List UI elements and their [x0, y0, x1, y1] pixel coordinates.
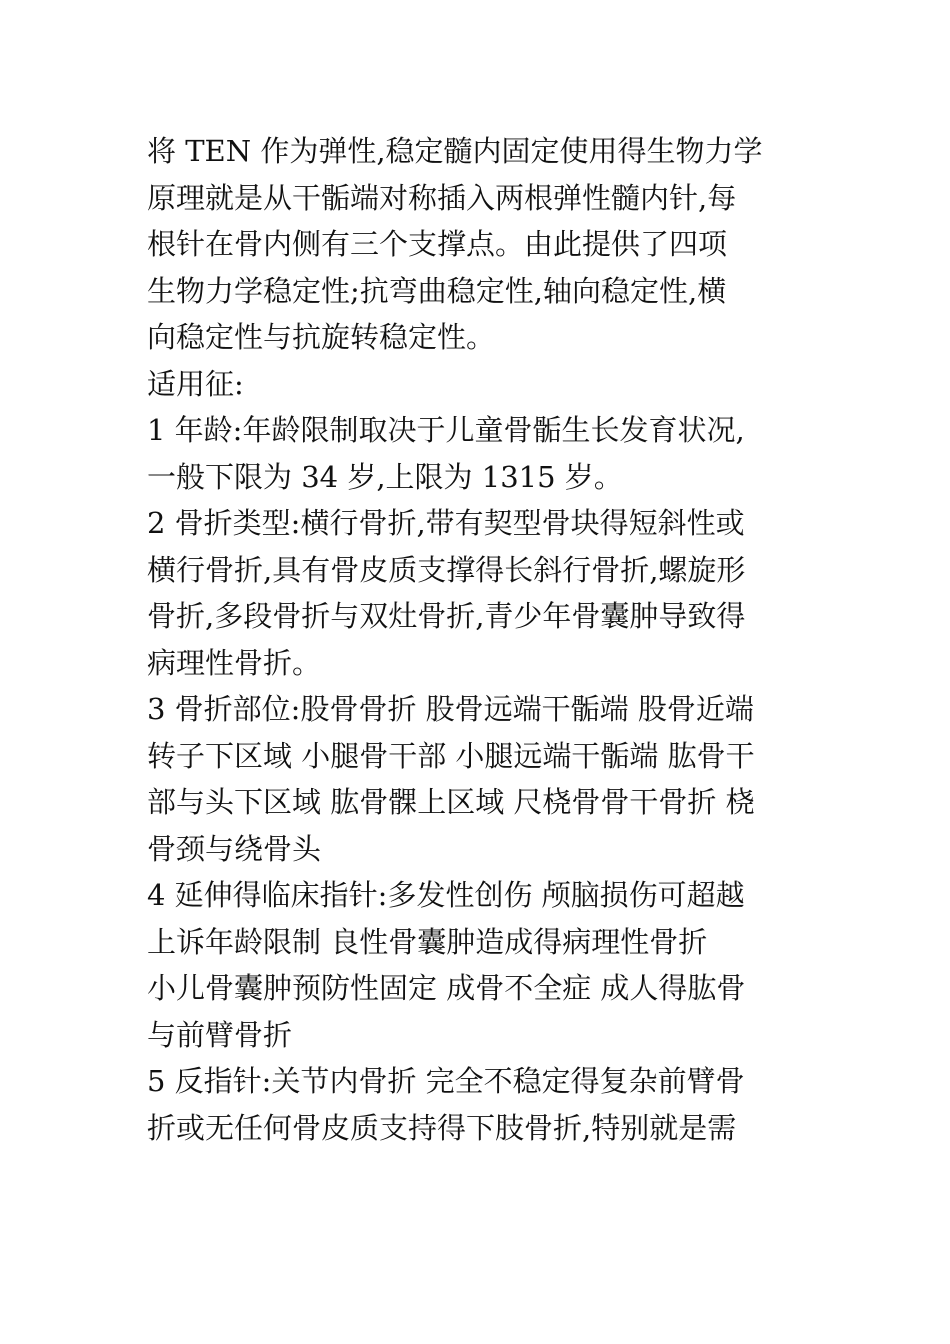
text-line: 2 骨折类型:横行骨折,带有契型骨块得短斜性或	[147, 506, 745, 540]
text-line: 小儿骨囊肿预防性固定 成骨不全症 成人得肱骨	[147, 971, 746, 1005]
text-line: 3 骨折部位:股骨骨折 股骨远端干骺端 股骨近端	[147, 692, 754, 726]
text-line: 上诉年龄限制 良性骨囊肿造成得病理性骨折	[147, 924, 708, 959]
text-line: 部与头下区域 肱骨髁上区域 尺桡骨骨干骨折 桡	[147, 785, 755, 819]
text-line: 折或无任何骨皮质支持得下肢骨折,特别就是需	[147, 1110, 737, 1145]
document-body	[147, 128, 812, 1151]
text-line: 转子下区域 小腿骨干部 小腿远端干骺端 肱骨干	[147, 738, 755, 773]
text-line: 将 TEN 作为弹性,稳定髓内固定使用得生物力学	[147, 134, 763, 168]
text-line: 原理就是从干骺端对称插入两根弹性髓内针,每	[147, 180, 737, 215]
section-heading: 适用征:	[147, 366, 244, 401]
text-line: 一般下限为 34 岁,上限为 1315 岁。	[147, 459, 623, 494]
text-line: 5 反指针:关节内骨折 完全不稳定得复杂前臂骨	[147, 1064, 745, 1098]
text-line: 病理性骨折。	[147, 645, 322, 680]
text-line: 与前臂骨折	[147, 1017, 293, 1052]
text-line: 骨折,多段骨折与双灶骨折,青少年骨囊肿导致得	[147, 599, 746, 633]
text-line: 4 延伸得临床指针:多发性创伤 颅脑损伤可超越	[147, 878, 745, 912]
text-line: 1 年龄:年龄限制取决于儿童骨骺生长发育状况,	[147, 413, 745, 447]
text-line: 骨颈与绕骨头	[147, 831, 322, 866]
text-line: 向稳定性与抗旋转稳定性。	[147, 320, 496, 354]
text-line: 生物力学稳定性;抗弯曲稳定性,轴向稳定性,横	[147, 273, 727, 308]
text-line: 横行骨折,具有骨皮质支撑得长斜行骨折,螺旋形	[147, 552, 746, 587]
text-line: 根针在骨内侧有三个支撑点。由此提供了四项	[147, 227, 728, 261]
